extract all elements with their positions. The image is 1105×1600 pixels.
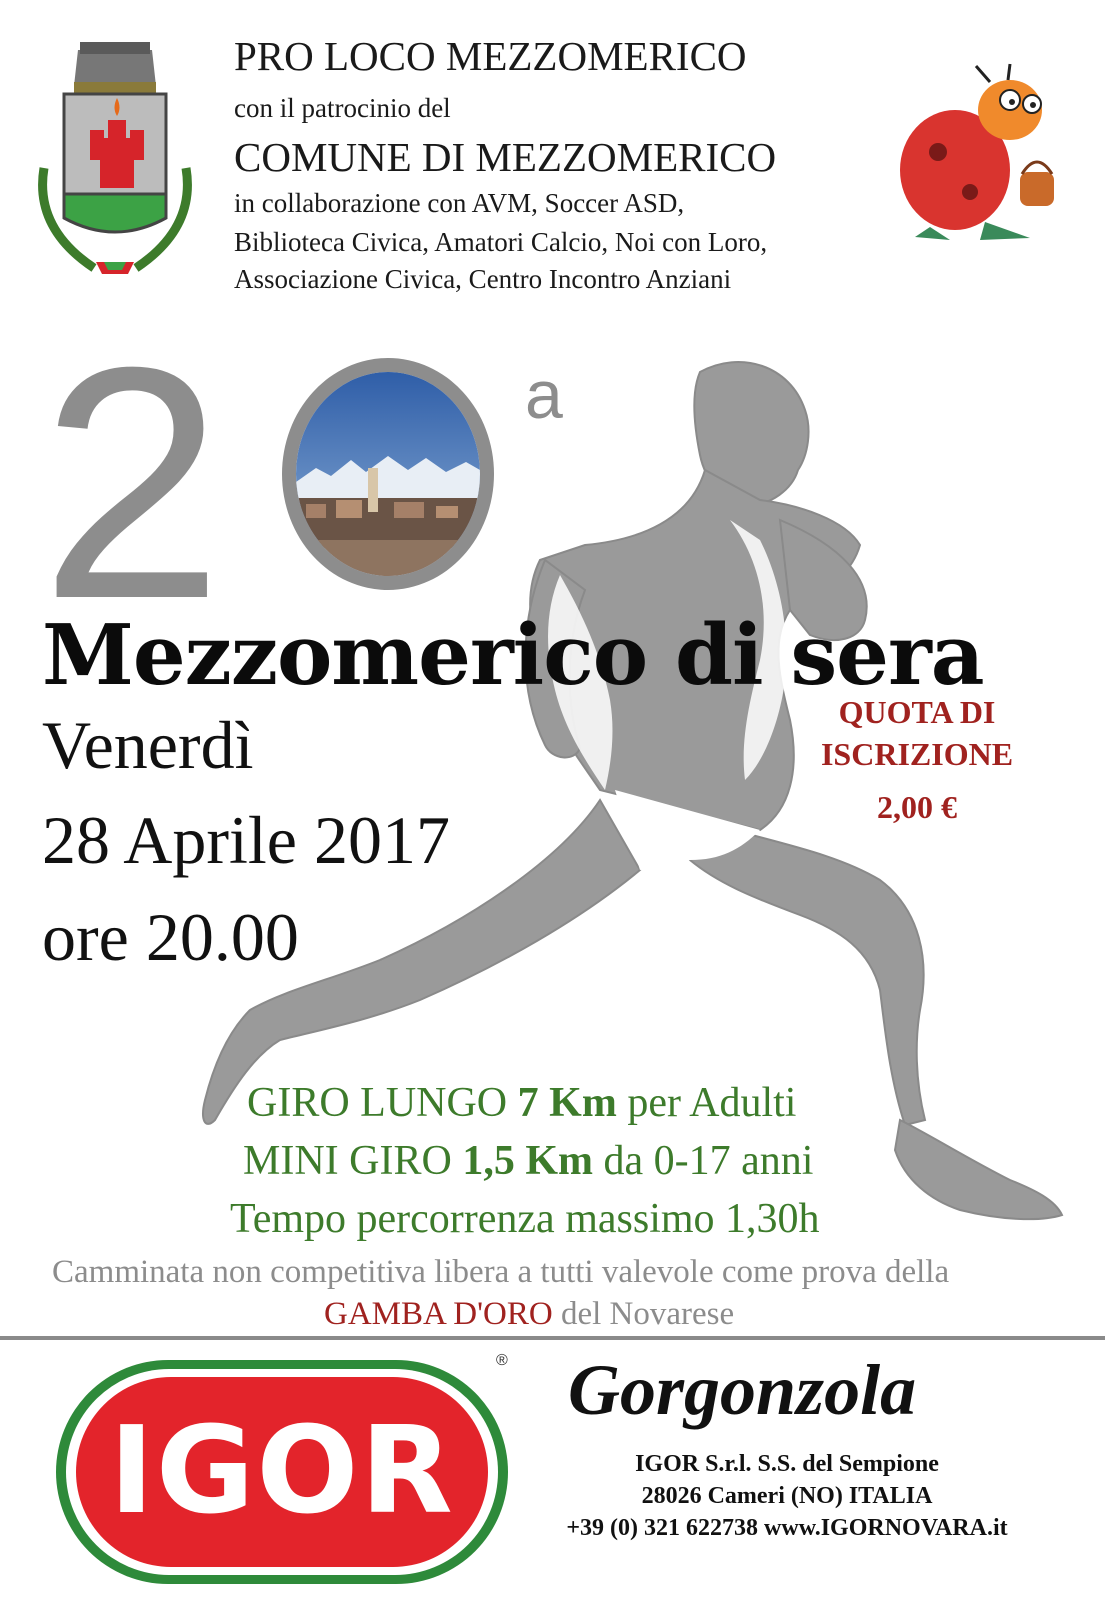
quota-label-2: ISCRIZIONE bbox=[820, 736, 1014, 772]
product-name: Gorgonzola bbox=[568, 1350, 917, 1430]
sponsor-address-2: 28026 Cameri (NO) ITALIA bbox=[641, 1483, 933, 1509]
organizer-title: PRO LOCO MEZZOMERICO bbox=[234, 33, 747, 79]
sponsor-contact: +39 (0) 321 622738 www.IGORNOVARA.it bbox=[566, 1515, 1008, 1541]
edition-superscript: a bbox=[525, 357, 563, 433]
municipality-title: COMUNE DI MEZZOMERICO bbox=[234, 134, 777, 180]
note-line-2: GAMBA D'ORO del Novarese bbox=[324, 1296, 735, 1332]
event-time: ore 20.00 bbox=[42, 899, 299, 975]
mini-route: MINI GIRO 1,5 Km da 0-17 anni bbox=[243, 1138, 814, 1184]
event-day: Venerdì bbox=[42, 707, 254, 783]
event-date: 28 Aprile 2017 bbox=[42, 802, 450, 878]
coat-of-arms-icon bbox=[34, 38, 196, 283]
patronage-line: con il patrocinio del bbox=[234, 93, 451, 123]
edition-number: 2 bbox=[40, 298, 218, 667]
ladybug-mascot-icon bbox=[890, 62, 1065, 247]
village-photo bbox=[282, 358, 494, 590]
igor-logo-text: IGOR bbox=[109, 1402, 455, 1541]
sponsor-address-1: IGOR S.r.l. S.S. del Sempione bbox=[635, 1451, 939, 1477]
quota-amount: 2,00 € bbox=[877, 789, 957, 825]
event-title: Mezzomerico di sera bbox=[42, 606, 984, 704]
footer-divider bbox=[0, 1336, 1105, 1340]
collaboration-line-2: Biblioteca Civica, Amatori Calcio, Noi con Loro, bbox=[234, 227, 768, 257]
collaboration-line-3: Associazione Civica, Centro Incontro Anziani bbox=[234, 264, 732, 294]
registered-mark: ® bbox=[496, 1352, 508, 1369]
gamba-doro: GAMBA D'ORO bbox=[324, 1296, 553, 1332]
quota-label-1: QUOTA DI bbox=[838, 694, 996, 730]
collaboration-line-1: in collaborazione con AVM, Soccer ASD, bbox=[234, 188, 685, 218]
note-line-1: Camminata non competitiva libera a tutti valevole come prova della bbox=[52, 1254, 950, 1290]
long-route: GIRO LUNGO 7 Km per Adulti bbox=[247, 1080, 797, 1126]
time-limit: Tempo percorrenza massimo 1,30h bbox=[230, 1196, 820, 1242]
